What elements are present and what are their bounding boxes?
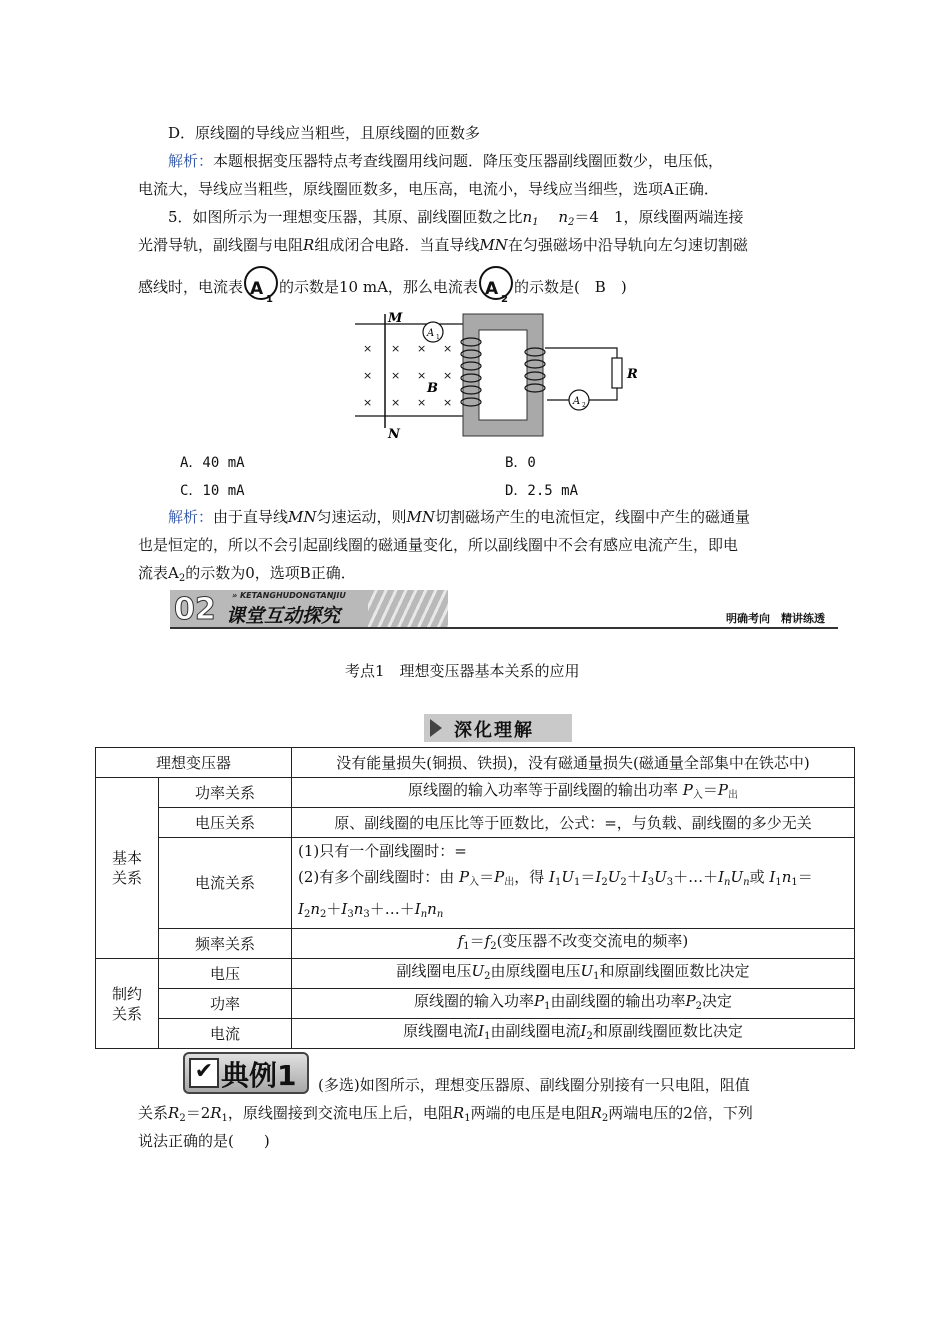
- analysis-2-line-1: [168, 504, 848, 530]
- n1-symbol: $n_1$: [522, 208, 539, 228]
- option-d: D．原线圈的导线应当粗些，且原线圈的匝数多: [168, 124, 481, 142]
- field-x: ×: [363, 396, 373, 409]
- constraint-current-label: 电流: [159, 1019, 292, 1049]
- field-x: ×: [391, 369, 401, 382]
- constraint-relations-cell: 制约 关系: [96, 959, 159, 1049]
- r-symbol: R: [303, 236, 315, 254]
- table-header-desc: 没有能量损失(铜损、铁损)，没有磁通量损失(磁通量全部集中在铁芯中): [292, 748, 855, 778]
- label-m: M: [388, 311, 403, 326]
- deep-text: 深化理解: [454, 720, 534, 741]
- example-badge-text: 典例1: [221, 1059, 297, 1092]
- resistor-r: [612, 358, 622, 388]
- q5-l3c: 的示数是( B ): [513, 278, 627, 296]
- analysis-2-line-2: 也是恒定的，所以不会引起副线圈的磁通量变化，所以副线圈中不会有感应电流产生，即电: [138, 536, 739, 554]
- field-x: ×: [417, 369, 427, 382]
- q5-l3b: 的示数是10 mA，那么电流表: [279, 278, 478, 296]
- mn-symbol: MN: [288, 508, 317, 526]
- label-r: R: [627, 367, 638, 382]
- power-relation-value: 原线圈的输入功率等于副线圈的输出功率 $P_入=P_出$: [292, 778, 855, 808]
- analysis-2-line-3: [138, 560, 818, 592]
- q5-l1a: 5．如图所示为一理想变压器，其原、副线圈匝数之比: [168, 208, 523, 226]
- q5-line-2: [138, 232, 818, 258]
- an3-sub: 2: [178, 573, 186, 584]
- an1c: 切割磁场产生的电流恒定，线圈中产生的磁通量: [435, 508, 751, 526]
- option-b: B．0: [505, 455, 536, 471]
- an1b: 匀速运动，则: [316, 508, 407, 526]
- analysis-label: 解析：: [168, 508, 214, 526]
- q5-l1b: ＝4 1，原线圈两端连接: [574, 208, 744, 226]
- field-x: ×: [443, 342, 453, 355]
- q5-l2b: 组成闭合电路．当直导线: [314, 236, 480, 254]
- q5-l3a: 感线时，电流表: [138, 278, 244, 296]
- frequency-relation-label: 频率关系: [159, 929, 292, 959]
- current-v2: (2)有多个副线圈时：由 $P_入=P_出$，得 $I_1U_1=I_2U_2+I_3U_3+\dots+I_nU_n$或 $I_1n_1=$: [298, 868, 813, 888]
- example-line-2: 关系$R_2=2R_1$，原线圈接到交流电压上后，电阻$R_1$两端的电压是电阻$R_2$两端电压的2倍，下列: [138, 1104, 753, 1124]
- meter-a1-label: A: [427, 328, 435, 339]
- voltage-relation-label: 电压关系: [159, 808, 292, 838]
- option-a: A．40 mA: [180, 455, 245, 471]
- constraint-current-value: 原线圈电流$I_1$由副线圈电流$I_2$和原副线圈匝数比决定: [292, 1019, 855, 1049]
- option-c: C．10 mA: [180, 483, 245, 499]
- label-b: B: [427, 381, 438, 396]
- constraint-power-label: 功率: [159, 989, 292, 1019]
- example-line-3: 说法正确的是( ): [138, 1132, 270, 1150]
- basic-relations-cell: 基本 关系: [96, 778, 159, 959]
- label-n: N: [388, 427, 400, 441]
- an3b: 的示数为0，选项B正确．: [185, 564, 356, 582]
- n2-symbol: $n_2$: [558, 208, 575, 228]
- section-banner: [170, 590, 448, 628]
- banner-title: 课堂互动探究: [226, 605, 341, 627]
- example-badge: [183, 1052, 309, 1094]
- field-x: ×: [363, 342, 373, 355]
- field-x: ×: [443, 369, 453, 382]
- analysis-1-line-1: [168, 148, 848, 174]
- constraint-voltage-label: 电压: [159, 959, 292, 989]
- kaodian-title: 考点1 理想变压器基本关系的应用: [345, 662, 580, 680]
- an3a: 流表A: [138, 564, 179, 582]
- banner-stripes: [368, 590, 448, 628]
- meter-a2-label: A: [573, 396, 581, 407]
- field-x: ×: [417, 342, 427, 355]
- frequency-relation-value: $f_1=f_2$(变压器不改变交流电的频率): [292, 929, 855, 959]
- banner-number: 02: [174, 592, 216, 627]
- triangle-icon: [430, 719, 442, 737]
- ammeter-a1-icon: A 1: [244, 266, 278, 300]
- current-v1: (1)只有一个副线圈时：=: [298, 842, 467, 860]
- analysis-label: 解析：: [168, 152, 214, 170]
- q5-line-3: [138, 266, 818, 305]
- constraint-voltage-value: 副线圈电压$U_2$由原线圈电压$U_1$和原副线圈匝数比决定: [292, 959, 855, 989]
- transformer-relations-table: [95, 747, 855, 1049]
- transformer-circuit-diagram: [355, 306, 645, 441]
- field-x: ×: [363, 369, 373, 382]
- voltage-relation-value: 原、副线圈的电压比等于匝数比，公式：=，与负载、副线圈的多少无关: [292, 808, 855, 838]
- current-v3: $I_2n_2+I_3n_3+\dots+I_nn_n$: [298, 900, 444, 920]
- current-relation-value: [292, 838, 855, 929]
- analysis-1-line-2: 电流大，导线应当粗些，原线圈匝数多，电压高，电流小，导线应当细些，选项A正确．: [138, 180, 719, 198]
- mn-symbol: MN: [406, 508, 436, 526]
- field-x: ×: [391, 396, 401, 409]
- power-relation-label: 功率关系: [159, 778, 292, 808]
- meter-a2-sub: 2: [582, 402, 586, 409]
- field-x: ×: [417, 396, 427, 409]
- analysis-1a: 本题根据变压器特点考查线圈用线问题．降压变压器副线圈匝数少，电压低，: [213, 152, 724, 170]
- current-relation-label: 电流关系: [159, 838, 292, 929]
- an1a: 由于直导线: [213, 508, 289, 526]
- banner-right-tag: 明确考向 精讲练透: [726, 612, 825, 625]
- banner-pinyin: » KETANGHUDONGTANJIU: [232, 591, 346, 600]
- field-x: ×: [443, 396, 453, 409]
- option-d-mA: D．2.5 mA: [505, 483, 579, 499]
- meter-a1-sub: 1: [436, 334, 440, 341]
- check-icon: ✔: [189, 1058, 219, 1088]
- q5-l2a: 光滑导轨，副线圈与电阻: [138, 236, 304, 254]
- q5-l2c: 在匀强磁场中沿导轨向左匀速切割磁: [507, 236, 748, 254]
- table-header-ideal: 理想变压器: [96, 748, 292, 778]
- field-x: ×: [391, 342, 401, 355]
- example-line-1: (多选)如图所示，理想变压器原、副线圈分别接有一只电阻，阻值: [318, 1076, 750, 1094]
- banner-rule: [170, 627, 838, 629]
- constraint-power-value: 原线圈的输入功率$P_1$由副线圈的输出功率$P_2$决定: [292, 989, 855, 1019]
- mn-symbol: MN: [479, 236, 508, 254]
- ammeter-a2-icon: A 2: [479, 266, 513, 300]
- deep-understanding-label: [424, 714, 572, 742]
